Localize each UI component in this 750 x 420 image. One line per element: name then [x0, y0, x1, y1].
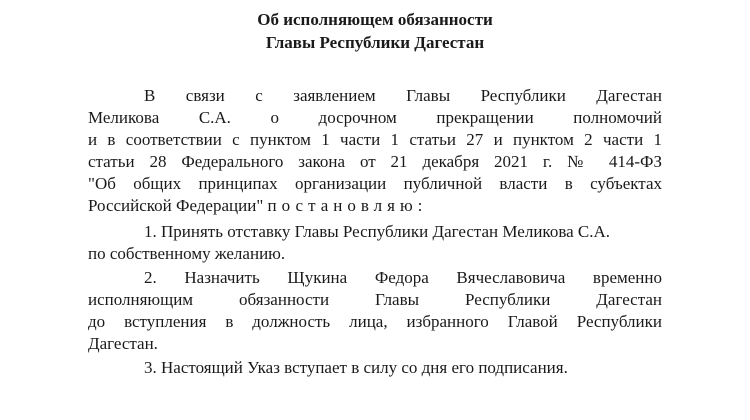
- item-2-line-2: исполняющим обязанности Главы Республики Дагестан: [88, 290, 662, 309]
- preamble-line-1: В связи с заявлением Главы Республики Дагестан: [144, 86, 662, 105]
- document-title-line-1: Об исполняющем обязанности: [257, 10, 493, 29]
- preamble-line-6: [88, 195, 662, 217]
- item-2-line-4: Дагестан.: [88, 334, 158, 353]
- preamble-line-6-text: Российской Федерации": [88, 196, 268, 215]
- item-3-line-1: 3. Настоящий Указ вступает в силу со дня его подписания.: [144, 358, 568, 377]
- item-2-line-1: 2. Назначить Щукина Федора Вячеславовича временно: [144, 268, 662, 287]
- preamble-line-4: статьи 28 Федерального закона от 21 декабря 2021 г. № 414-ФЗ: [88, 152, 662, 171]
- decree-word: постановляю:: [267, 196, 428, 215]
- item-1-line-2: по собственному желанию.: [88, 244, 286, 263]
- preamble-line-3: и в соответствии с пунктом 1 части 1 статьи 27 и пунктом 2 части 1: [88, 130, 662, 149]
- item-1-line-1: 1. Принять отставку Главы Республики Дагестан Меликова С.А.: [144, 222, 611, 241]
- item-2-line-3: до вступления в должность лица, избранного Главой Республики: [88, 312, 662, 331]
- preamble-line-2: Меликова С.А. о досрочном прекращении полномочий: [88, 108, 662, 127]
- preamble-line-5: "Об общих принципах организации публичной власти в субъектах: [88, 174, 662, 193]
- document-title-line-2: Главы Республики Дагестан: [265, 33, 485, 52]
